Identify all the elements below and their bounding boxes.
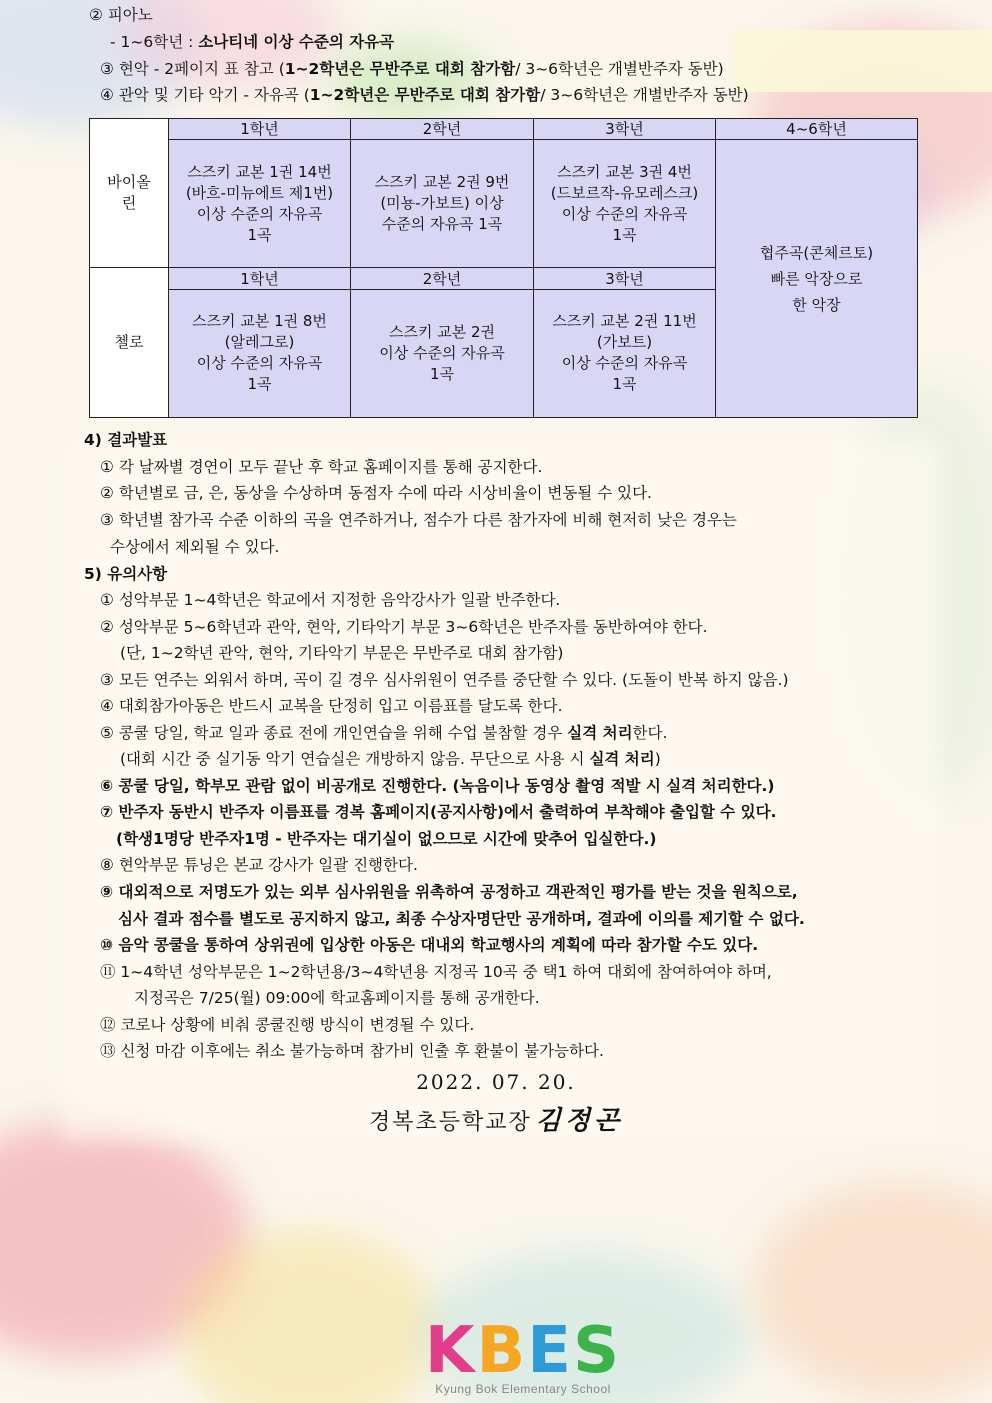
results-item: ③ 학년별 참가곡 수준 이하의 곡을 연주하거나, 점수가 다른 참가자에 비해 현저히 낮은 경우는 [100,511,737,529]
piano-heading: ② 피아노 [89,6,153,24]
note-item: ④ 대회참가아동은 반드시 교복을 단정히 입고 이름표를 달도록 한다. [100,697,563,715]
logo-subtitle: Kyung Bok Elementary School [435,1382,611,1396]
strings-repertoire-table [89,118,918,418]
cello-grade-3-cell: 스즈키 교본 2권 11번 (가보트) 이상 수준의 자유곡 1곡 [534,289,716,417]
cello-grade-1-cell: 스즈키 교본 1권 8번 (알레그로) 이상 수준의 자유곡 1곡 [169,289,351,417]
note-item: ③ 모든 연주는 외워서 하며, 곡이 길 경우 심사위원이 연주를 중단할 수 있다. (도돌이 반복 하지 않음.) [100,671,789,689]
logo-letter-k: K [424,1314,477,1388]
document-date: 2022. 07. 20. [416,1070,576,1094]
note-item: 지정곡은 7/25(월) 09:00에 학교홈페이지를 통해 공개한다. [134,989,540,1007]
principal-signature-line [0,1100,992,1137]
grade-4-6-header: 4~6학년 [716,119,918,140]
logo-letter-b: B [476,1314,528,1388]
results-item: ② 학년별로 금, 은, 동상을 수상하며 동점자 수에 따라 시상비율이 변동될 수 있다. [100,484,652,502]
notes-heading: 5) 유의사항 [84,565,168,583]
upper-grades-cell: 협주곡(콘체르토) 빠른 악장으로 한 악장 [716,140,918,418]
school-principal-title: 경복초등학교장 [368,1110,532,1135]
violin-grade-2-cell: 스즈키 교본 2권 9번 (미뇽-가보트) 이상 수준의 자유곡 1곡 [351,140,534,268]
piano-requirement: - 1~6학년 : 소나티네 이상 수준의 자유곡 [110,33,395,51]
violin-grade-3-cell: 스즈키 교본 3권 4번 (드보르작-유모레스크) 이상 수준의 자유곡 1곡 [534,140,716,268]
cello-grade-2-header: 2학년 [351,268,534,289]
winds-requirement: ④ 관악 및 기타 악기 - 자유곡 (1~2학년은 무반주로 대회 참가함/ 3~6학년은 개별반주자 동반) [100,86,749,104]
note-item: ⑤ 콩쿨 당일, 학교 일과 종료 전에 개인연습을 위해 수업 불참할 경우 실격 처리한다. [100,724,668,742]
note-item: ⑩ 음악 콩쿨을 통하여 상위권에 입상한 아동은 대내외 학교행사의 계획에 따라 참가할 수도 있다. [100,936,759,954]
logo-letter-s: S [573,1314,622,1388]
cello-grade-1-header: 1학년 [169,268,351,289]
note-item: ⑬ 신청 마감 이후에는 취소 불가능하며 참가비 인출 후 환불이 불가능하다. [100,1042,604,1060]
cello-grade-2-cell: 스즈키 교본 2권 이상 수준의 자유곡 1곡 [351,289,534,417]
violin-grade-3-header: 3학년 [534,119,716,140]
note-item: ⑫ 코로나 상황에 비춰 콩쿨진행 방식이 변경될 수 있다. [100,1016,475,1034]
logo-letters [418,1314,628,1388]
note-item: ② 성악부문 5~6학년과 관악, 현악, 기타악기 부문 3~6학년은 반주자를 동반하여야 한다. [100,618,708,636]
note-item: ⑨ 대외적으로 저명도가 있는 외부 심사위원을 위촉하여 공정하고 객관적인 평가를 받는 것을 원칙으로, [100,883,798,901]
note-item: (대회 시간 중 실기동 악기 연습실은 개방하지 않음. 무단으로 사용 시 실격 처리) [120,750,661,768]
note-item: (단, 1~2학년 관악, 현악, 기타악기 부문은 무반주로 대회 참가함) [120,644,564,662]
violin-grade-2-header: 2학년 [351,119,534,140]
note-item: ⑪ 1~4학년 성악부문은 1~2학년용/3~4학년용 지정곡 10곡 중 택1 하여 대회에 참여하여야 하며, [100,963,772,981]
note-item: (학생1명당 반주자1명 - 반주자는 대기실이 없으므로 시간에 맞추어 입실한다.) [116,830,657,848]
strings-requirement: ③ 현악 - 2페이지 표 참고 (1~2학년은 무반주로 대회 참가함/ 3~6학년은 개별반주자 동반) [100,60,724,78]
logo-letter-e: E [527,1314,573,1388]
results-heading: 4) 결과발표 [84,431,168,449]
violin-grade-1-header: 1학년 [169,119,351,140]
note-item: ① 성악부문 1~4학년은 학교에서 지정한 음악강사가 일괄 반주한다. [100,591,561,609]
violin-grade-1-cell: 스즈키 교본 1권 14번 (바흐-미뉴에트 제1번) 이상 수준의 자유곡 1곡 [169,140,351,268]
cello-label: 첼로 [90,268,169,418]
results-item: ① 각 날짜별 경연이 모두 끝난 후 학교 홈페이지를 통해 공지한다. [100,458,543,476]
note-item: ⑧ 현악부문 튜닝은 본교 강사가 일괄 진행한다. [100,856,418,874]
kbes-logo [418,1314,628,1396]
note-item: 심사 결과 점수를 별도로 공지하지 않고, 최종 수상자명단만 공개하며, 결과에 이의를 제기할 수 없다. [118,910,805,928]
principal-signature: 김정곤 [535,1106,624,1136]
note-item: ⑥ 콩쿨 당일, 학부모 관람 없이 비공개로 진행한다. (녹음이나 동영상 촬영 적발 시 실격 처리한다.) [100,777,775,795]
violin-label: 바이올 린 [90,119,169,268]
cello-grade-3-header: 3학년 [534,268,716,289]
note-item: ⑦ 반주자 동반시 반주자 이름표를 경복 홈페이지(공지사항)에서 출력하여 부착해야 출입할 수 있다. [100,803,777,821]
results-item: 수상에서 제외될 수 있다. [110,538,280,556]
